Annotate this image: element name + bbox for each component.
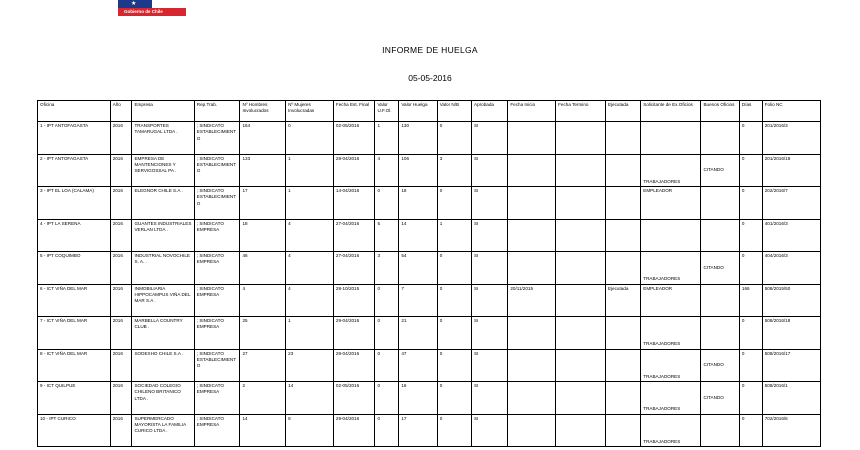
table-cell: 10 - IPT CURICO: [38, 414, 111, 447]
table-cell: 54: [399, 252, 437, 285]
table-cell: [508, 154, 556, 187]
table-cell: [508, 382, 556, 415]
table-cell: 0: [375, 284, 399, 317]
table-cell: SI: [472, 414, 508, 447]
table-row: [38, 414, 821, 447]
table-cell: 17: [399, 414, 437, 447]
table-cell: [508, 252, 556, 285]
table-cell: [508, 219, 556, 252]
table-cell: [508, 349, 556, 382]
table-cell: 25: [240, 317, 286, 350]
table-cell: 0: [739, 187, 762, 220]
table-cell: [605, 154, 640, 187]
table-cell: 29-04/2016: [333, 414, 375, 447]
table-cell: 0: [437, 252, 471, 285]
table-cell: 0: [739, 154, 762, 187]
table-cell: [605, 414, 640, 447]
table-cell: 1: [286, 154, 334, 187]
table-cell: [605, 122, 640, 155]
table-cell: 164: [240, 122, 286, 155]
table-cell: 2016: [110, 252, 132, 285]
column-header: Valor U.F.Ol.: [375, 101, 399, 122]
table-cell: 14: [240, 414, 286, 447]
table-cell: TRABAJADORES: [641, 349, 701, 382]
table-cell: 0: [375, 382, 399, 415]
table-cell: 7 - ICT VIÑA DEL MAR: [38, 317, 111, 350]
table-cell: [605, 382, 640, 415]
table-cell: 1 - IPT ANTOFAGASTA: [38, 122, 111, 155]
table-cell: 0: [739, 349, 762, 382]
table-cell: 2 - IPT ANTOFAGASTA: [38, 154, 111, 187]
table-cell: 106: [399, 154, 437, 187]
table-cell: 0: [739, 382, 762, 415]
table-cell: 2016: [110, 154, 132, 187]
table-cell: EMPRESA DE MANTENCIONES Y SERVIGOSSAL PA .: [132, 154, 194, 187]
table-cell: CITANDO: [701, 382, 739, 415]
table-cell: 0: [437, 382, 471, 415]
table-row: [38, 122, 821, 155]
table-cell: CITANDO: [701, 349, 739, 382]
report-date: 05-05-2016: [408, 73, 452, 83]
table-cell: 508/2016/17: [762, 349, 820, 382]
column-header: Aprobada: [472, 101, 508, 122]
table-cell: [641, 219, 701, 252]
table-cell: 401/2016/3: [762, 219, 820, 252]
table-cell: INDUSTRIAL NOVOCHILE S. A. .: [132, 252, 194, 285]
column-header: Valor Huelga: [399, 101, 437, 122]
column-header: Nº Hombres Involucrados: [240, 101, 286, 122]
table-cell: 28-10/2015: [333, 284, 375, 317]
table-cell: 4: [286, 284, 334, 317]
table-cell: 0: [286, 122, 334, 155]
column-header: Nº Mujeres Involucradas: [286, 101, 334, 122]
star-icon: ★: [131, 1, 137, 7]
table-cell: SI: [472, 122, 508, 155]
table-cell: SI: [472, 349, 508, 382]
table-cell: TRANSPORTES TAMARUGAL LTDA .: [132, 122, 194, 155]
government-logo: [118, 0, 186, 16]
table-cell: 23: [286, 349, 334, 382]
table-cell: 1: [437, 219, 471, 252]
column-header: Empresa: [132, 101, 194, 122]
table-cell: 0: [739, 414, 762, 447]
table-cell: ; SINDICATO ESTABLECIMIENTO: [194, 122, 240, 155]
table-cell: [556, 122, 606, 155]
column-header: Fecha Termino: [556, 101, 606, 122]
table-cell: 0: [739, 252, 762, 285]
table-cell: SOCIEDAD COLEGIO CHILENO BRITANICO LTDA .: [132, 382, 194, 415]
table-cell: TRABAJADORES: [641, 414, 701, 447]
table-cell: 1: [375, 122, 399, 155]
column-header: Días: [739, 101, 762, 122]
table-row: [38, 349, 821, 382]
table-cell: 2016: [110, 349, 132, 382]
table-cell: SI: [472, 317, 508, 350]
table-cell: ; SINDICATO EMPRESA: [194, 382, 240, 415]
table-cell: SI: [472, 187, 508, 220]
table-cell: MARBELLA COUNTRY CLUB .: [132, 317, 194, 350]
table-cell: ; SINDICATO EMPRESA: [194, 414, 240, 447]
table-cell: 5: [375, 219, 399, 252]
table-cell: [641, 122, 701, 155]
table-cell: SI: [472, 382, 508, 415]
table-cell: SI: [472, 284, 508, 317]
table-cell: [605, 252, 640, 285]
table-row: [38, 317, 821, 350]
table-cell: 2016: [110, 187, 132, 220]
table-cell: 0: [375, 317, 399, 350]
table-cell: 2016: [110, 414, 132, 447]
column-header: Valor N/B: [437, 101, 471, 122]
table-cell: 0: [437, 122, 471, 155]
table-cell: 0: [375, 187, 399, 220]
table-cell: [556, 382, 606, 415]
table-cell: [508, 187, 556, 220]
table-cell: CITANDO: [701, 252, 739, 285]
table-cell: 4: [286, 252, 334, 285]
table-cell: 28-04/2016: [333, 154, 375, 187]
table-cell: SI: [472, 252, 508, 285]
table-cell: SODEXHO CHILE S.A .: [132, 349, 194, 382]
table-cell: 47: [399, 349, 437, 382]
logo-white-field: [152, 0, 186, 8]
table-cell: TRABAJADORES: [641, 154, 701, 187]
table-cell: 29-04/2016: [333, 317, 375, 350]
logo-text: Gobierno de Chile: [124, 9, 163, 14]
table-cell: ; SINDICATO ESTABLECIMIENTO: [194, 154, 240, 187]
strike-report-table: [37, 100, 821, 447]
table-cell: TRABAJADORES: [641, 382, 701, 415]
table-cell: 166: [739, 284, 762, 317]
table-cell: 27-04/2016: [333, 219, 375, 252]
table-cell: ; SINDICATO EMPRESA: [194, 219, 240, 252]
table-cell: ELEGNOR CHILE S.A .: [132, 187, 194, 220]
table-row: [38, 219, 821, 252]
table-cell: [556, 252, 606, 285]
table-cell: 0: [739, 219, 762, 252]
table-cell: 4: [286, 219, 334, 252]
column-header: Solicitante de Ex.Oficios: [641, 101, 701, 122]
table-cell: 0: [739, 122, 762, 155]
table-cell: CITANDO: [701, 154, 739, 187]
table-cell: 4: [375, 154, 399, 187]
table-cell: 28-04/2016: [333, 349, 375, 382]
table-cell: 0: [437, 284, 471, 317]
table-row: [38, 382, 821, 415]
table-cell: 0: [375, 349, 399, 382]
table-cell: 20/11/2015: [508, 284, 556, 317]
column-header: Rep.Trab.: [194, 101, 240, 122]
table-cell: 4: [240, 284, 286, 317]
table-cell: [556, 414, 606, 447]
column-header: Buenos Oficios: [701, 101, 739, 122]
table-cell: 18: [399, 187, 437, 220]
table-cell: ; SINDICATO EMPRESA: [194, 317, 240, 350]
table-cell: 18: [240, 219, 286, 252]
table-cell: 0: [437, 317, 471, 350]
column-header: Oficina: [38, 101, 111, 122]
table-cell: [701, 187, 739, 220]
table-cell: 0: [437, 414, 471, 447]
table-cell: 130: [399, 122, 437, 155]
table-cell: 02-05/2016: [333, 382, 375, 415]
table-cell: 508/2015/50: [762, 284, 820, 317]
table-cell: 27: [240, 349, 286, 382]
table-cell: [556, 349, 606, 382]
table-cell: [605, 187, 640, 220]
table-cell: 1: [286, 317, 334, 350]
table-cell: 702/2016/6: [762, 414, 820, 447]
table-cell: 0: [739, 317, 762, 350]
table-cell: [701, 284, 739, 317]
table-cell: 2016: [110, 382, 132, 415]
table-cell: 2016: [110, 219, 132, 252]
table-cell: 202/2016/7: [762, 187, 820, 220]
table-cell: [701, 122, 739, 155]
table-cell: 404/2016/3: [762, 252, 820, 285]
table-cell: SUPERMERCADO MAYORISTA LA FAMILIA CURICO LTDA .: [132, 414, 194, 447]
table-cell: TRABAJADORES: [641, 317, 701, 350]
report-title: INFORME DE HUELGA: [382, 45, 478, 55]
column-header: Ejecutada: [605, 101, 640, 122]
column-header: Año: [110, 101, 132, 122]
table-cell: 3: [375, 252, 399, 285]
table-cell: 0: [437, 187, 471, 220]
table-cell: Ejecutada: [605, 284, 640, 317]
table-cell: SI: [472, 219, 508, 252]
table-cell: ; SINDICATO EMPRESA: [194, 252, 240, 285]
table-cell: ; SINDICATO EMPRESA: [194, 284, 240, 317]
table-cell: [508, 414, 556, 447]
table-cell: 8 - ICT VIÑA DEL MAR: [38, 349, 111, 382]
table-cell: 508/2016/1: [762, 382, 820, 415]
table-cell: [556, 187, 606, 220]
table-cell: 14: [286, 382, 334, 415]
table-cell: 8: [286, 414, 334, 447]
table-cell: 508/2016/18: [762, 317, 820, 350]
table-cell: [701, 414, 739, 447]
table-cell: [556, 284, 606, 317]
table-cell: 0: [437, 349, 471, 382]
table-cell: TRABAJADORES: [641, 252, 701, 285]
table-cell: 2016: [110, 122, 132, 155]
table-row: [38, 252, 821, 285]
table-cell: 3 - IPT EL LOA (CALAMA): [38, 187, 111, 220]
table-cell: [556, 154, 606, 187]
table-cell: 201/2016/18: [762, 154, 820, 187]
table-cell: GUANTES INDUSTRIALES VERLAN LTDA .: [132, 219, 194, 252]
table-cell: [556, 219, 606, 252]
table-cell: 6 - ICT VIÑA DEL MAR: [38, 284, 111, 317]
table-cell: [605, 317, 640, 350]
table-cell: 27-04/2016: [333, 252, 375, 285]
table-cell: [605, 219, 640, 252]
table-cell: 4 - IPT LA SERENA: [38, 219, 111, 252]
table-cell: 46: [240, 252, 286, 285]
table-cell: 133: [240, 154, 286, 187]
table-cell: [605, 349, 640, 382]
table-cell: [508, 317, 556, 350]
table-cell: EMPLEADOR: [641, 187, 701, 220]
table-cell: 5 - IPT COQUIMBO: [38, 252, 111, 285]
table-cell: [508, 122, 556, 155]
table-cell: 3: [437, 154, 471, 187]
table-cell: 14: [399, 219, 437, 252]
table-cell: 2016: [110, 317, 132, 350]
table-cell: 2016: [110, 284, 132, 317]
table-cell: ; SINDICATO ESTABLECIMIENTO: [194, 349, 240, 382]
table-cell: EMPLEADOR: [641, 284, 701, 317]
table-row: [38, 154, 821, 187]
table-header-row: [38, 101, 821, 122]
table-cell: [701, 219, 739, 252]
table-cell: 7: [399, 284, 437, 317]
table-cell: SI: [472, 154, 508, 187]
table-cell: 21: [399, 317, 437, 350]
column-header: Fecha Inicio: [508, 101, 556, 122]
column-header: Folio NC: [762, 101, 820, 122]
table-cell: 1: [286, 187, 334, 220]
table-cell: 16: [399, 382, 437, 415]
table-cell: 02-05/2016: [333, 122, 375, 155]
table-body: [38, 122, 821, 447]
table-cell: ; SINDICATO ESTABLECIMIENTO: [194, 187, 240, 220]
table-cell: 9 - ICT QUILPUE: [38, 382, 111, 415]
table-cell: [701, 317, 739, 350]
table-cell: 2: [240, 382, 286, 415]
table-row: [38, 284, 821, 317]
table-cell: 17: [240, 187, 286, 220]
table-cell: 0: [375, 414, 399, 447]
table-row: [38, 187, 821, 220]
column-header: Fecha Est. Final: [333, 101, 375, 122]
table-cell: INMOBILIARIA HIPPOCAMPUS VIÑA DEL MAR S.A .: [132, 284, 194, 317]
table-cell: 14-04/2016: [333, 187, 375, 220]
table-cell: 201/2016/3: [762, 122, 820, 155]
table-cell: [556, 317, 606, 350]
